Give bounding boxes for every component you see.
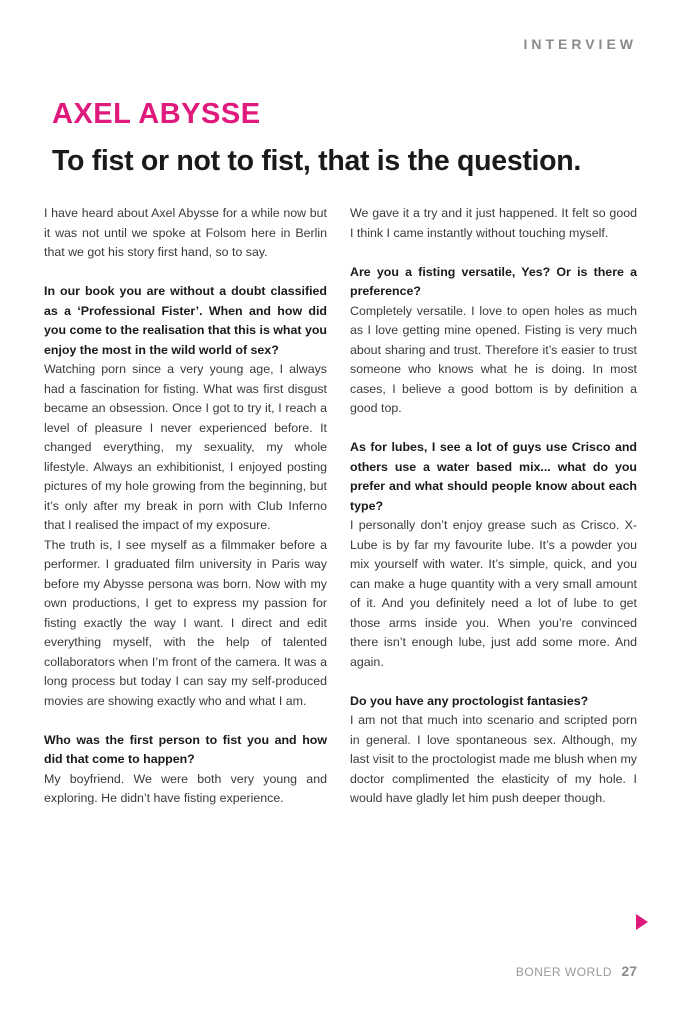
left-column xyxy=(44,204,327,809)
paragraph-gap xyxy=(350,419,637,439)
interview-answer: We gave it a try and it just happened. It felt so good I think I came instantly without touching myself. xyxy=(350,206,637,240)
interview-answer: I am not that much into scenario and scripted porn in general. I love spontaneous sex. Although, my last visit to the proctologist made me blush when my doctor complimented the elasticity of my hole. I would have gladly let him push deeper though. xyxy=(350,713,637,805)
interview-question: Who was the first person to fist you and how did that come to happen? xyxy=(44,732,327,766)
interview-question: In our book you are without a doubt classified as a ‘Professional Fister’. When and how did you come to the realisation that this is what you enjoy the most in the wild world of sex? xyxy=(44,284,327,357)
interview-answer: I personally don’t enjoy grease such as Crisco. X-Lube is by far my favourite lube. It’s a powder you mix yourself with water. It’s simple, quick, and you can make a huge quantity with a very small amount of it. And you definitely need a lot of lube to get those arms inside you. When you’re convinced there isn’t enough lube, just add some more. And again. xyxy=(350,518,637,669)
right-column xyxy=(350,204,637,809)
paragraph-gap xyxy=(350,672,637,692)
paragraph-gap xyxy=(350,243,637,263)
interview-answer: I have heard about Axel Abysse for a while now but it was not until we spoke at Folsom here in Berlin that we got his story first hand, so to say. xyxy=(44,206,327,259)
interview-answer: The truth is, I see myself as a filmmaker before a performer. I graduated film university in Paris way before my Abysse persona was born. Now with my own productions, I get to express my passion for fisting exactly the way I want. I direct and edit everything myself, with the help of talented collaborators when I’m front of the camera. It was a long process but today I can say my self-produced movies are showing exactly who and what I am. xyxy=(44,537,327,708)
interview-question: Are you a fisting versatile, Yes? Or is there a preference? xyxy=(350,264,637,298)
interview-answer: Completely versatile. I love to open holes as much as I love getting mine opened. Fisting is very much about sharing and trust. Therefore it’s easier to trust someone who knows what he is doing. In most cases, I believe a good bottom is by definition a good top. xyxy=(350,303,637,415)
article-headline: To fist or not to fist, that is the question. xyxy=(52,145,582,177)
interview-question: As for lubes, I see a lot of guys use Crisco and others use a water based mix... what do you prefer and what should people know about each type? xyxy=(350,440,637,513)
page-footer xyxy=(516,963,637,979)
publication-name: BONER WORLD xyxy=(515,965,613,979)
section-label: INTERVIEW xyxy=(523,36,637,52)
next-page-triangle-icon xyxy=(636,914,648,930)
paragraph-gap xyxy=(44,711,327,731)
interview-answer: My boyfriend. We were both very young and exploring. He didn’t have fisting experience. xyxy=(44,771,327,805)
page-number: 27 xyxy=(621,963,637,979)
interview-answer: Watching porn since a very young age, I always had a fascination for fisting. What was first disgust became an obsession. Once I got to try it, I reach a level of pleasure I never experienced before. It changed everything, my sexuality, my whole lifestyle. Always an exhibitionist, I enjoyed posting pictures of my hole growing from the beginning, but it’s only after my break in porn with Club Inferno that I realised the impact of my exposure. xyxy=(44,362,327,532)
paragraph-gap xyxy=(44,263,327,283)
interview-question: Do you have any proctologist fantasies? xyxy=(350,693,589,708)
interviewee-name: AXEL ABYSSE xyxy=(52,98,261,130)
